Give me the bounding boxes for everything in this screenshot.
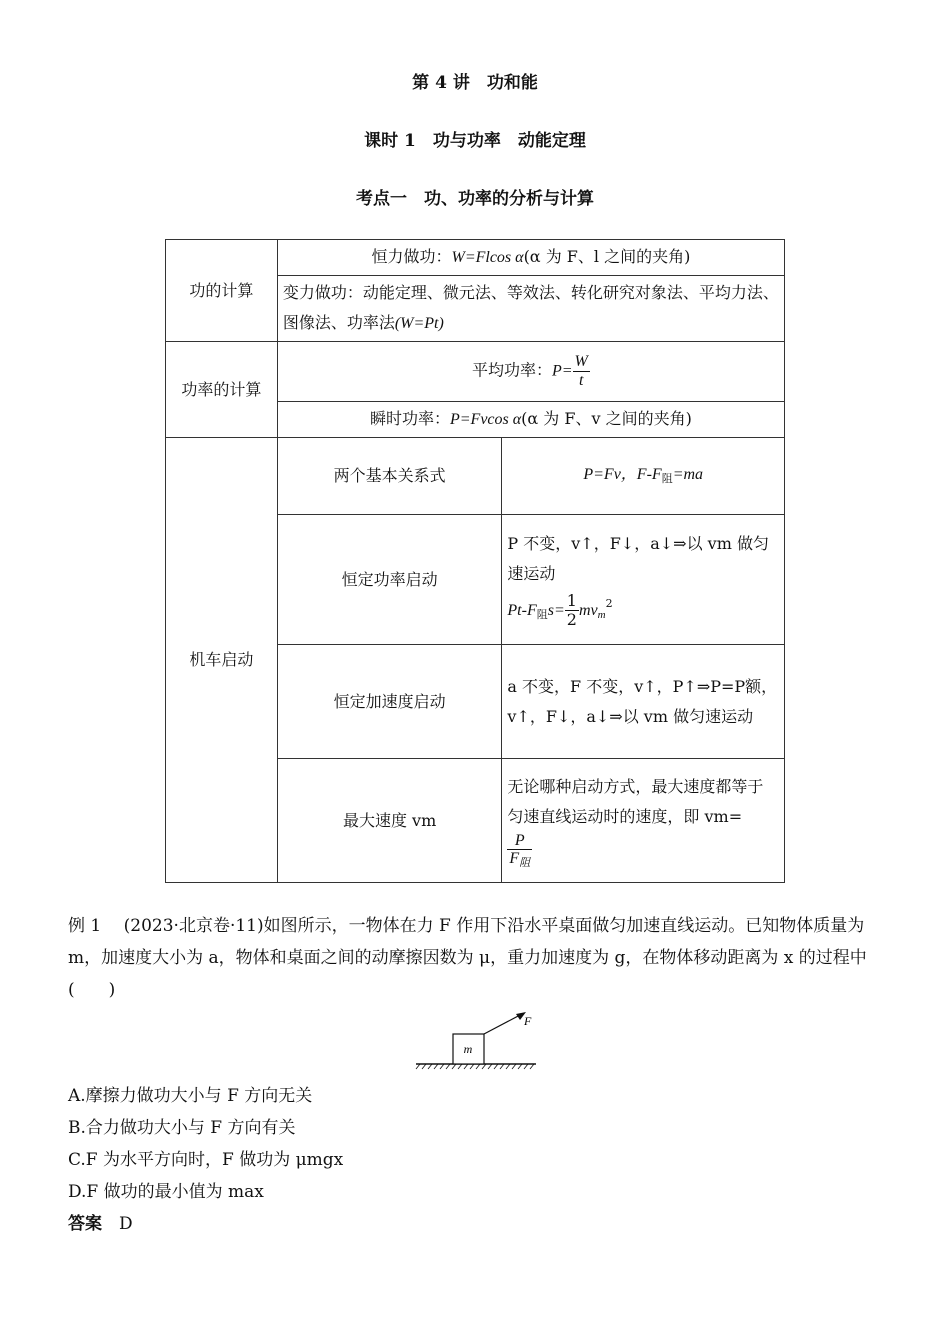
lesson-title: 课时 1 功与功率 动能定理 xyxy=(364,131,586,151)
chapter-title: 第 4 讲 功和能 xyxy=(412,73,538,93)
constant-force-work: 恒力做功：W=Flcos α(α 为 F、l 之间的夹角) xyxy=(277,240,784,276)
half-fraction: $\frac{1}{2}$ xyxy=(566,591,577,629)
constant-accel-label: 恒定加速度启动 xyxy=(277,645,502,759)
block-force-figure xyxy=(410,1005,550,1075)
block-mass-label: m xyxy=(463,1042,473,1056)
topic-title: 考点一 功、功率的分析与计算 xyxy=(356,189,594,209)
max-speed-label: 最大速度 vm xyxy=(277,759,502,883)
option-b: B.合力做功大小与 F 方向有关 xyxy=(68,1118,296,1138)
option-a: A.摩擦力做功大小与 F 方向无关 xyxy=(68,1086,313,1106)
example-source: (2023·北京卷·11) xyxy=(123,916,264,936)
variable-force-work: 变力做功：动能定理、微元法、等效法、转化研究对象法、平均力法、图像法、功率法(W=Pt) xyxy=(277,276,784,342)
force-label: F xyxy=(524,1014,532,1028)
constant-power-text: P 不变，v↑，F↓，a↓⇒以 vm 做匀速运动 $Pt-F_阻s=$ $\frac{1}{2}$ $mv_m^2$ xyxy=(502,515,785,645)
example-body: 如图所示，一物体在力 F 作用下沿水平桌面做匀加速直线运动。已知物体质量为 m，加速度大小为 a，物体和桌面之间的动摩擦因数为 μ，重力加速度为 g，在物体移动距离为 x 的过程中( ) xyxy=(68,916,867,1000)
summary-table xyxy=(165,239,785,883)
max-speed-text: 无论哪种启动方式，最大速度都等于匀速直线运动时的速度，即 vm= $\frac{P}{F_阻}$ xyxy=(502,759,785,883)
option-d: D.F 做功的最小值为 max xyxy=(68,1182,264,1202)
average-power: 平均功率：P= $\frac{W}{t}$ xyxy=(277,342,784,402)
answer-line xyxy=(68,1208,133,1240)
constant-accel-text: a 不变，F 不变，v↑，P↑⇒P=P额，v↑，F↓，a↓⇒以 vm 做匀速运动 xyxy=(502,645,785,759)
option-c: C.F 为水平方向时，F 做功为 μmgx xyxy=(68,1150,344,1170)
answer-value: D xyxy=(119,1214,133,1234)
instant-power: 瞬时功率：P=Fvcos α(α 为 F、v 之间的夹角) xyxy=(277,402,784,438)
example-question xyxy=(68,910,883,1006)
power-label: 功率的计算 xyxy=(166,342,278,438)
engine-label: 机车启动 xyxy=(166,438,278,883)
relation-label: 两个基本关系式 xyxy=(277,438,502,515)
force-vector xyxy=(484,1014,522,1034)
avg-power-fraction: $\frac{W}{t}$ xyxy=(574,353,588,389)
max-speed-fraction: $\frac{P}{F_阻}$ xyxy=(509,831,531,870)
work-label: 功的计算 xyxy=(166,240,278,342)
example-label: 例 1 xyxy=(68,916,102,936)
relation-formula: P=Fv，$F-F_阻=ma$ xyxy=(502,438,785,515)
constant-power-label: 恒定功率启动 xyxy=(277,515,502,645)
answer-label: 答案 xyxy=(68,1214,102,1234)
